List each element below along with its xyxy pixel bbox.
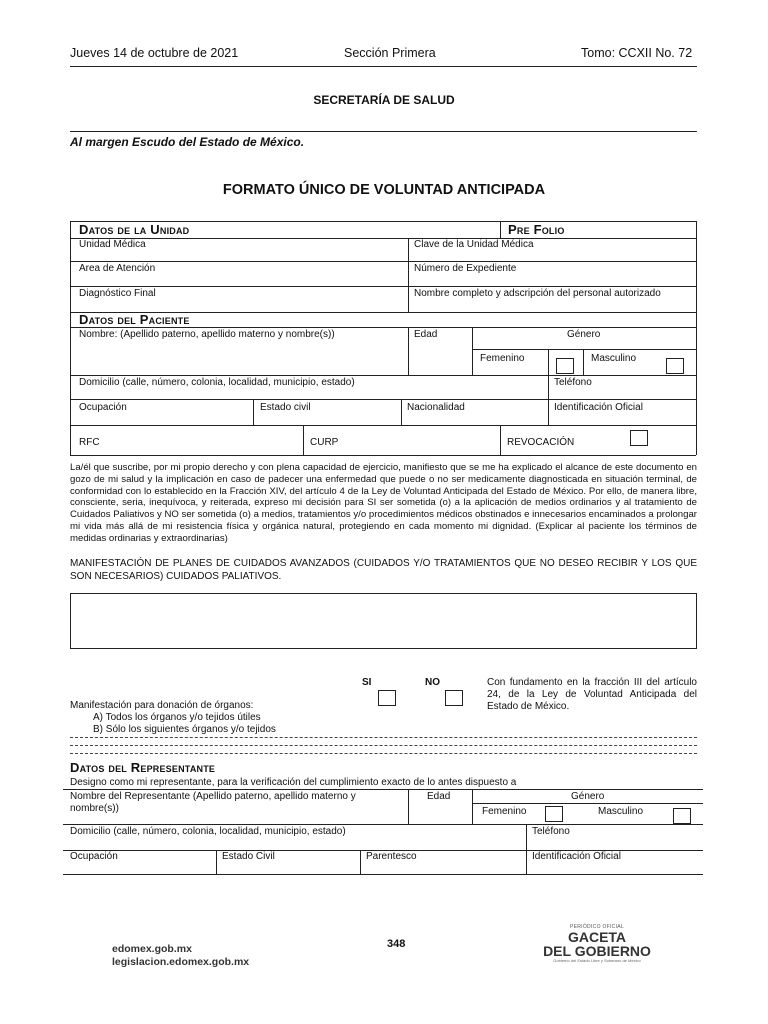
divider: [500, 425, 501, 455]
divider: [401, 399, 402, 425]
organs-line[interactable]: [70, 745, 697, 746]
divider: [548, 375, 549, 399]
diagnostico-field[interactable]: Diagnóstico Final: [79, 288, 156, 299]
patient-curp-field[interactable]: CURP: [310, 437, 339, 448]
donation-legal-note: Con fundamento en la fracción III del artículo 24, de la Ley de Voluntad Anticipada del Estado de México.: [487, 677, 697, 712]
patient-genero-label: Género: [567, 329, 601, 340]
rule: [63, 874, 703, 875]
representative-parentesco-field[interactable]: Parentesco: [366, 851, 417, 862]
divider: [472, 789, 473, 824]
patient-edad-field[interactable]: Edad: [414, 329, 438, 340]
representative-designo: Designo como mi representante, para la verificación del cumplimiento exacto de lo antes dispuesto a: [70, 777, 517, 788]
divider: [216, 850, 217, 874]
logo-line-1: GACETA: [567, 929, 627, 945]
footer-url-2[interactable]: legislacion.edomex.gob.mx: [112, 956, 250, 968]
divider: [303, 425, 304, 455]
divider: [696, 221, 697, 313]
representative-edad-field[interactable]: Edad: [427, 791, 451, 802]
page-number: 348: [387, 938, 406, 950]
margin-note: Al margen Escudo del Estado de México.: [70, 135, 305, 149]
donation-si-label: SI: [362, 677, 372, 688]
header-volume: Tomo: CCXII No. 72: [581, 46, 693, 60]
rule: [472, 349, 696, 350]
rule: [70, 238, 696, 239]
gaceta-logo: [540, 924, 654, 964]
divider: [408, 238, 409, 313]
divider: [583, 349, 584, 375]
patient-femenino-checkbox[interactable]: [556, 358, 574, 374]
donation-no-checkbox[interactable]: [445, 690, 463, 706]
organs-line[interactable]: [70, 737, 697, 738]
patient-femenino-label: Femenino: [480, 353, 525, 364]
divider: [360, 850, 361, 874]
rule: [63, 824, 703, 825]
revocacion-checkbox[interactable]: [630, 430, 648, 446]
section-unit-title: Datos de la Unidad: [79, 222, 190, 237]
care-plans-textarea[interactable]: [70, 593, 697, 649]
patient-telefono-field[interactable]: Teléfono: [554, 377, 592, 388]
section-patient-title: Datos del Paciente: [79, 312, 190, 327]
divider: [472, 327, 473, 375]
patient-masculino-checkbox[interactable]: [666, 358, 684, 374]
representative-telefono-field[interactable]: Teléfono: [532, 826, 570, 837]
declaration-text: La/él que suscribe, por mi propio derecho y con plena capacidad de ejercicio, manifiesto que se me ha explicado el alcance de este documento en gozo de mi salud y la implicación en caso de padecer una enfermedad que puede o no ser medicamente diagnosticada en situación terminal, de conformidad con lo establecido en la Fracción XIV, del artículo 4 de la Ley de Voluntad Anticipada del Estado de México. Por ello, de manera libre, consciente, seria, inequívoca, y reiterada, expreso mi decisión para SI ser sometida (o) a la aplicación de medios ordinarios y al tratamiento de Cuidados Paliativos y NO ser sometida (o) a medios, tratamientos y/o procedimientos médicos obstinados e innecesarios encaminados a prolongar mi vida más allá de mi resistencia física y orgánica natural, protegiendo en cada momento mi dignidad. (Explicar al paciente los términos de medidas ordinarias y extraordinarias): [70, 462, 697, 544]
form-title: FORMATO ÚNICO DE VOLUNTAD ANTICIPADA: [222, 182, 546, 198]
divider: [696, 312, 697, 455]
donation-label: Manifestación para donación de órganos:: [70, 700, 254, 711]
representative-femenino-label: Femenino: [482, 806, 527, 817]
patient-masculino-label: Masculino: [591, 353, 637, 364]
representative-ocupacion-field[interactable]: Ocupación: [70, 851, 118, 862]
divider: [548, 349, 549, 375]
logo-line-2: DEL GOBIERNO: [543, 943, 651, 959]
patient-ocupacion-field[interactable]: Ocupación: [79, 402, 127, 413]
divider: [70, 312, 71, 455]
rule: [472, 803, 703, 804]
rule: [70, 399, 696, 400]
donation-option-b[interactable]: B) Sólo los siguientes órganos y/o tejidos: [93, 724, 276, 735]
clave-unidad-field[interactable]: Clave de la Unidad Médica: [414, 239, 534, 250]
divider: [548, 399, 549, 425]
divider: [500, 221, 501, 238]
rule: [70, 286, 696, 287]
divider: [408, 789, 409, 824]
patient-rfc-field[interactable]: RFC: [79, 437, 100, 448]
representative-genero-label: Género: [571, 791, 605, 802]
patient-identificacion-field[interactable]: Identificación Oficial: [554, 402, 643, 413]
rule: [70, 425, 696, 426]
representative-femenino-checkbox[interactable]: [545, 806, 563, 822]
representative-domicilio-field[interactable]: Domicilio (calle, número, colonia, localidad, municipio, estado): [70, 826, 346, 837]
expediente-field[interactable]: Número de Expediente: [414, 263, 517, 274]
header-date: Jueves 14 de octubre de 2021: [70, 46, 239, 60]
manifestation-heading: MANIFESTACIÓN DE PLANES DE CUIDADOS AVANZADOS (CUIDADOS Y/O TRATAMIENTOS QUE NO DESEO RECIBIR Y LOS QUE SON NECESARIOS) CUIDADOS PALIATIVOS.: [70, 558, 697, 582]
personal-autorizado-field[interactable]: Nombre completo y adscripción del personal autorizado: [414, 288, 661, 299]
donation-no-label: NO: [425, 677, 440, 688]
divider: [70, 221, 71, 313]
patient-domicilio-field[interactable]: Domicilio (calle, número, colonia, localidad, municipio, estado): [79, 377, 355, 388]
prefolio-label: Pre Folio: [508, 222, 565, 237]
rule: [70, 455, 696, 456]
divider: [253, 399, 254, 425]
representative-estado-civil-field[interactable]: Estado Civil: [222, 851, 275, 862]
footer-url-1[interactable]: edomex.gob.mx: [112, 943, 192, 955]
donation-option-a[interactable]: A) Todos los órganos y/o tejidos útiles: [93, 712, 261, 723]
rule: [70, 375, 696, 376]
patient-nombre-field[interactable]: Nombre: (Apellido paterno, apellido materno y nombre(s)): [79, 329, 335, 340]
unidad-medica-field[interactable]: Unidad Médica: [79, 239, 146, 250]
divider: [408, 327, 409, 375]
rule: [70, 261, 696, 262]
representative-masculino-checkbox[interactable]: [673, 808, 691, 824]
margin-rule: [70, 131, 697, 132]
rule: [70, 327, 696, 328]
rule: [63, 789, 703, 790]
representative-masculino-label: Masculino: [598, 806, 644, 817]
divider: [526, 824, 527, 850]
header-section: Sección Primera: [344, 46, 436, 60]
representative-identificacion-field[interactable]: Identificación Oficial: [532, 851, 621, 862]
patient-nacionalidad-field[interactable]: Nacionalidad: [407, 402, 465, 413]
section-representative-title: Datos del Representante: [70, 760, 216, 775]
area-atencion-field[interactable]: Area de Atención: [79, 263, 156, 274]
organs-line[interactable]: [70, 753, 697, 754]
representative-nombre-field[interactable]: Nombre del Representante (Apellido paterno, apellido materno y nombre(s)): [70, 791, 356, 814]
logo-sub-text: Gobierno del Estado Libre y Soberano de México: [553, 958, 641, 963]
logo-small-text: PERIÓDICO OFICIAL: [570, 924, 624, 930]
patient-estado-civil-field[interactable]: Estado civil: [260, 402, 311, 413]
secretaria-heading: SECRETARÍA DE SALUD: [313, 93, 455, 107]
revocacion-label: REVOCACIÓN: [507, 437, 575, 448]
divider: [526, 850, 527, 874]
donation-si-checkbox[interactable]: [378, 690, 396, 706]
header-rule: [70, 66, 697, 67]
